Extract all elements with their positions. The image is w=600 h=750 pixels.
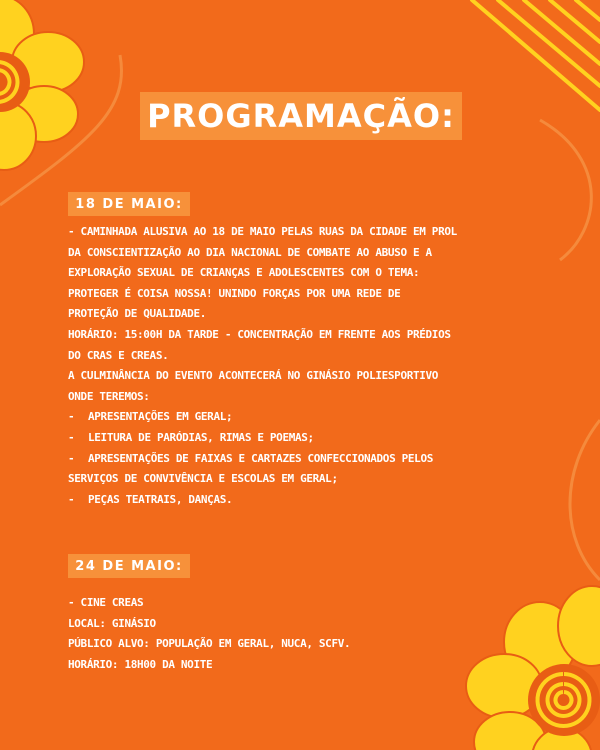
list-item-text: PEÇAS TEATRAIS, DANÇAS. <box>88 492 233 506</box>
text-line: DO CRAS E CREAS. <box>68 348 169 362</box>
text-line: A CULMINÂNCIA DO EVENTO ACONTECERÁ NO GINÁSIO POLIESPORTIVO <box>68 369 439 383</box>
list-item-text: APRESENTAÇÕES EM GERAL; <box>88 410 233 424</box>
swirl-outline-right <box>540 120 591 260</box>
list-item-text: LEITURA DE PARÓDIAS, RIMAS E POEMAS; <box>88 430 314 444</box>
text-line: EXPLORAÇÃO SEXUAL DE CRIANÇAS E ADOLESCENTES COM O TEMA: <box>68 266 420 280</box>
date-label-24-maio: 24 DE MAIO: <box>68 554 190 578</box>
text-line: ONDE TEREMOS: <box>68 389 150 403</box>
list-item: - APRESENTAÇÕES EM GERAL; <box>68 410 233 424</box>
list-item: - APRESENTAÇÕES DE FAIXAS E CARTAZES CONFECCIONADOS PELOS <box>68 451 433 465</box>
section-24-maio-text <box>68 593 538 675</box>
date-label-18-maio: 18 DE MAIO: <box>68 192 190 216</box>
flower-icon <box>0 0 84 170</box>
text-line: LOCAL: GINÁSIO <box>68 616 156 630</box>
list-item: - PEÇAS TEATRAIS, DANÇAS. <box>68 492 233 506</box>
section-18-maio-text <box>68 222 538 510</box>
page-title: PROGRAMAÇÃO: <box>147 97 455 135</box>
text-line: HORÁRIO: 18H00 DA NOITE <box>68 657 213 671</box>
text-line: - CAMINHADA ALUSIVA AO 18 DE MAIO PELAS RUAS DA CIDADE EM PROL <box>68 225 457 238</box>
text-line: SERVIÇOS DE CONVIVÊNCIA E ESCOLAS EM GERAL; <box>68 472 338 486</box>
text-line: PROTEGER É COISA NOSSA! UNINDO FORÇAS POR UMA REDE DE <box>68 286 401 300</box>
text-line: PÚBLICO ALVO: POPULAÇÃO EM GERAL, NUCA, SCFV. <box>68 637 351 651</box>
text-line: PROTEÇÃO DE QUALIDADE. <box>68 307 206 321</box>
swirl-outline-right-mid <box>570 420 600 580</box>
list-item-text: APRESENTAÇÕES DE FAIXAS E CARTAZES CONFECCIONADOS PELOS <box>88 451 433 465</box>
stripes-decoration <box>472 0 600 110</box>
text-line: - CINE CREAS <box>68 596 144 609</box>
text-line: DA CONSCIENTIZAÇÃO AO DIA NACIONAL DE COMBATE AO ABUSO E A <box>68 245 432 259</box>
title-box <box>140 92 462 140</box>
text-line: HORÁRIO: 15:00H DA TARDE - CONCENTRAÇÃO EM FRENTE AOS PRÉDIOS <box>68 327 451 341</box>
list-item: - LEITURA DE PARÓDIAS, RIMAS E POEMAS; <box>68 430 314 444</box>
